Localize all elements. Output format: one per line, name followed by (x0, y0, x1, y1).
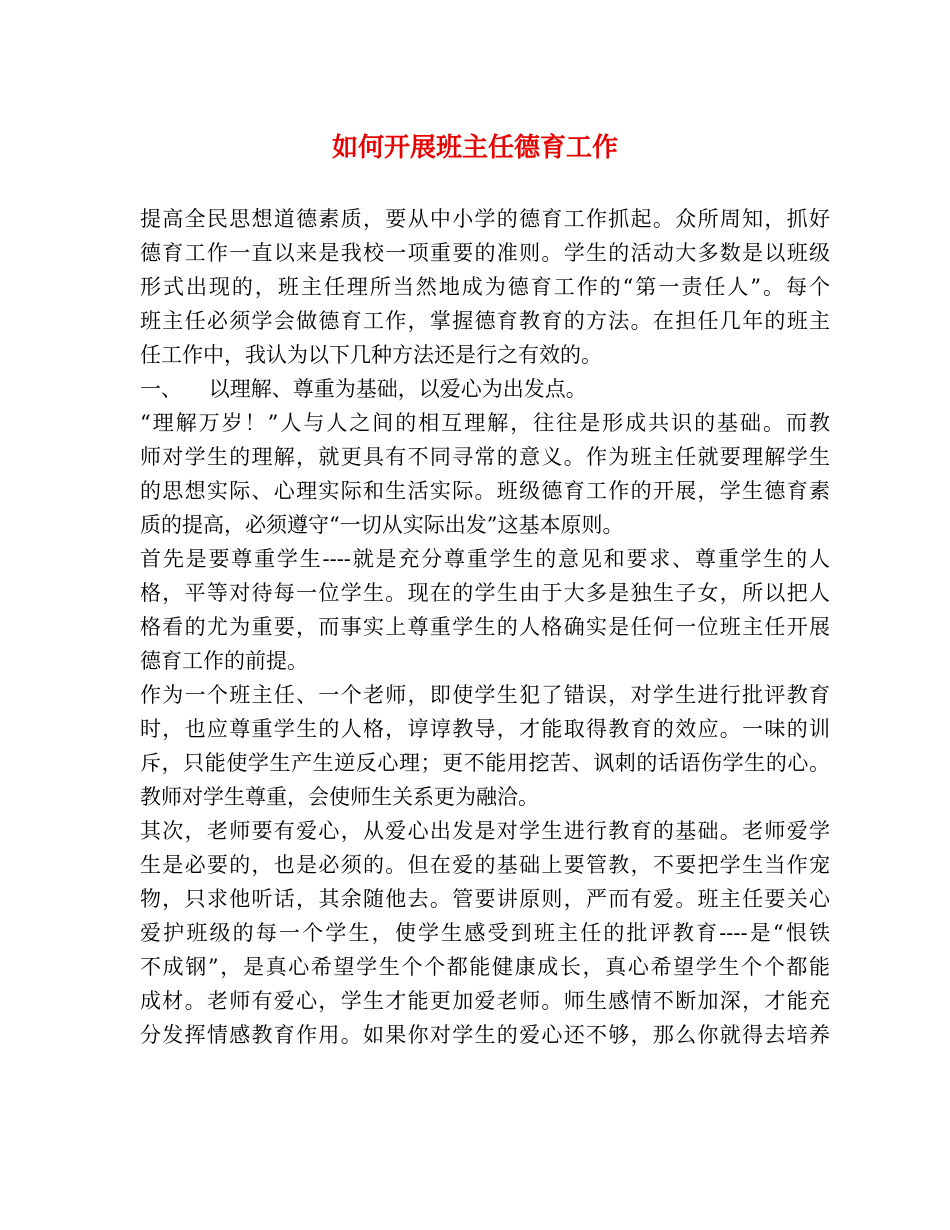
text-line: 时，也应尊重学生的人格，谆谆教导，才能取得教育的效应。一味的训 (140, 717, 830, 741)
paragraph-respect (140, 542, 830, 678)
text-line: 爱护班级的每一个学生，使学生感受到班主任的批评教育----是“恨铁 (140, 921, 830, 945)
text-line: 格看的尤为重要，而事实上尊重学生的人格确实是任何一位班主任开展 (140, 615, 830, 639)
text-line: 分发挥情感教育作用。如果你对学生的爱心还不够，那么你就得去培养 (140, 1023, 830, 1047)
text-line: 成材。老师有爱心，学生才能更加爱老师。师生感情不断加深，才能充 (140, 989, 830, 1013)
text-line: 其次，老师要有爱心，从爱心出发是对学生进行教育的基础。老师爱学 (140, 819, 830, 843)
text-line: 首先是要尊重学生----就是充分尊重学生的意见和要求、尊重学生的人 (140, 547, 830, 571)
text-line: 格，平等对待每一位学生。现在的学生由于大多是独生子女，所以把人 (140, 581, 830, 605)
text-line: 的思想实际、心理实际和生活实际。班级德育工作的开展，学生德育素 (140, 479, 830, 503)
text-line: 作为一个班主任、一个老师，即使学生犯了错误，对学生进行批评教育 (140, 683, 830, 707)
text-line: 任工作中，我认为以下几种方法还是行之有效的。 (140, 343, 602, 367)
text-line: 一、 以理解、尊重为基础，以爱心为出发点。 (140, 377, 587, 401)
section-heading-1 (140, 372, 830, 406)
paragraph-understanding (140, 406, 830, 542)
text-line: 斥，只能使学生产生逆反心理；更不能用挖苦、讽刺的话语伤学生的心。 (140, 751, 830, 775)
text-line: 质的提高，必须遵守“一切从实际出发”这基本原则。 (140, 513, 624, 537)
text-line: 德育工作的前提。 (140, 649, 308, 673)
document-title: 如何开展班主任德育工作 (331, 133, 618, 163)
text-line: 形式出现的，班主任理所当然地成为德育工作的“第一责任人”。每个 (140, 275, 830, 299)
paragraph-criticism (140, 678, 830, 814)
paragraph-love (140, 814, 830, 1052)
text-line: 提高全民思想道德素质，要从中小学的德育工作抓起。众所周知，抓好 (140, 207, 830, 231)
text-line: 德育工作一直以来是我校一项重要的准则。学生的活动大多数是以班级 (140, 241, 830, 265)
text-line: 师对学生的理解，就更具有不同寻常的意义。作为班主任就要理解学生 (140, 445, 830, 469)
text-line: 物，只求他听话，其余随他去。管要讲原则，严而有爱。班主任要关心 (140, 887, 830, 911)
text-line: 生是必要的，也是必须的。但在爱的基础上要管教，不要把学生当作宠 (140, 853, 830, 877)
text-line: “理解万岁！”人与人之间的相互理解，往往是形成共识的基础。而教 (140, 411, 830, 435)
text-line: 教师对学生尊重，会使师生关系更为融洽。 (140, 785, 539, 809)
text-line: 不成钢”，是真心希望学生个个都能健康成长，真心希望学生个个都能 (140, 955, 830, 979)
document-body (140, 202, 830, 1052)
paragraph-intro (140, 202, 830, 372)
text-line: 班主任必须学会做德育工作，掌握德育教育的方法。在担任几年的班主 (140, 309, 830, 333)
